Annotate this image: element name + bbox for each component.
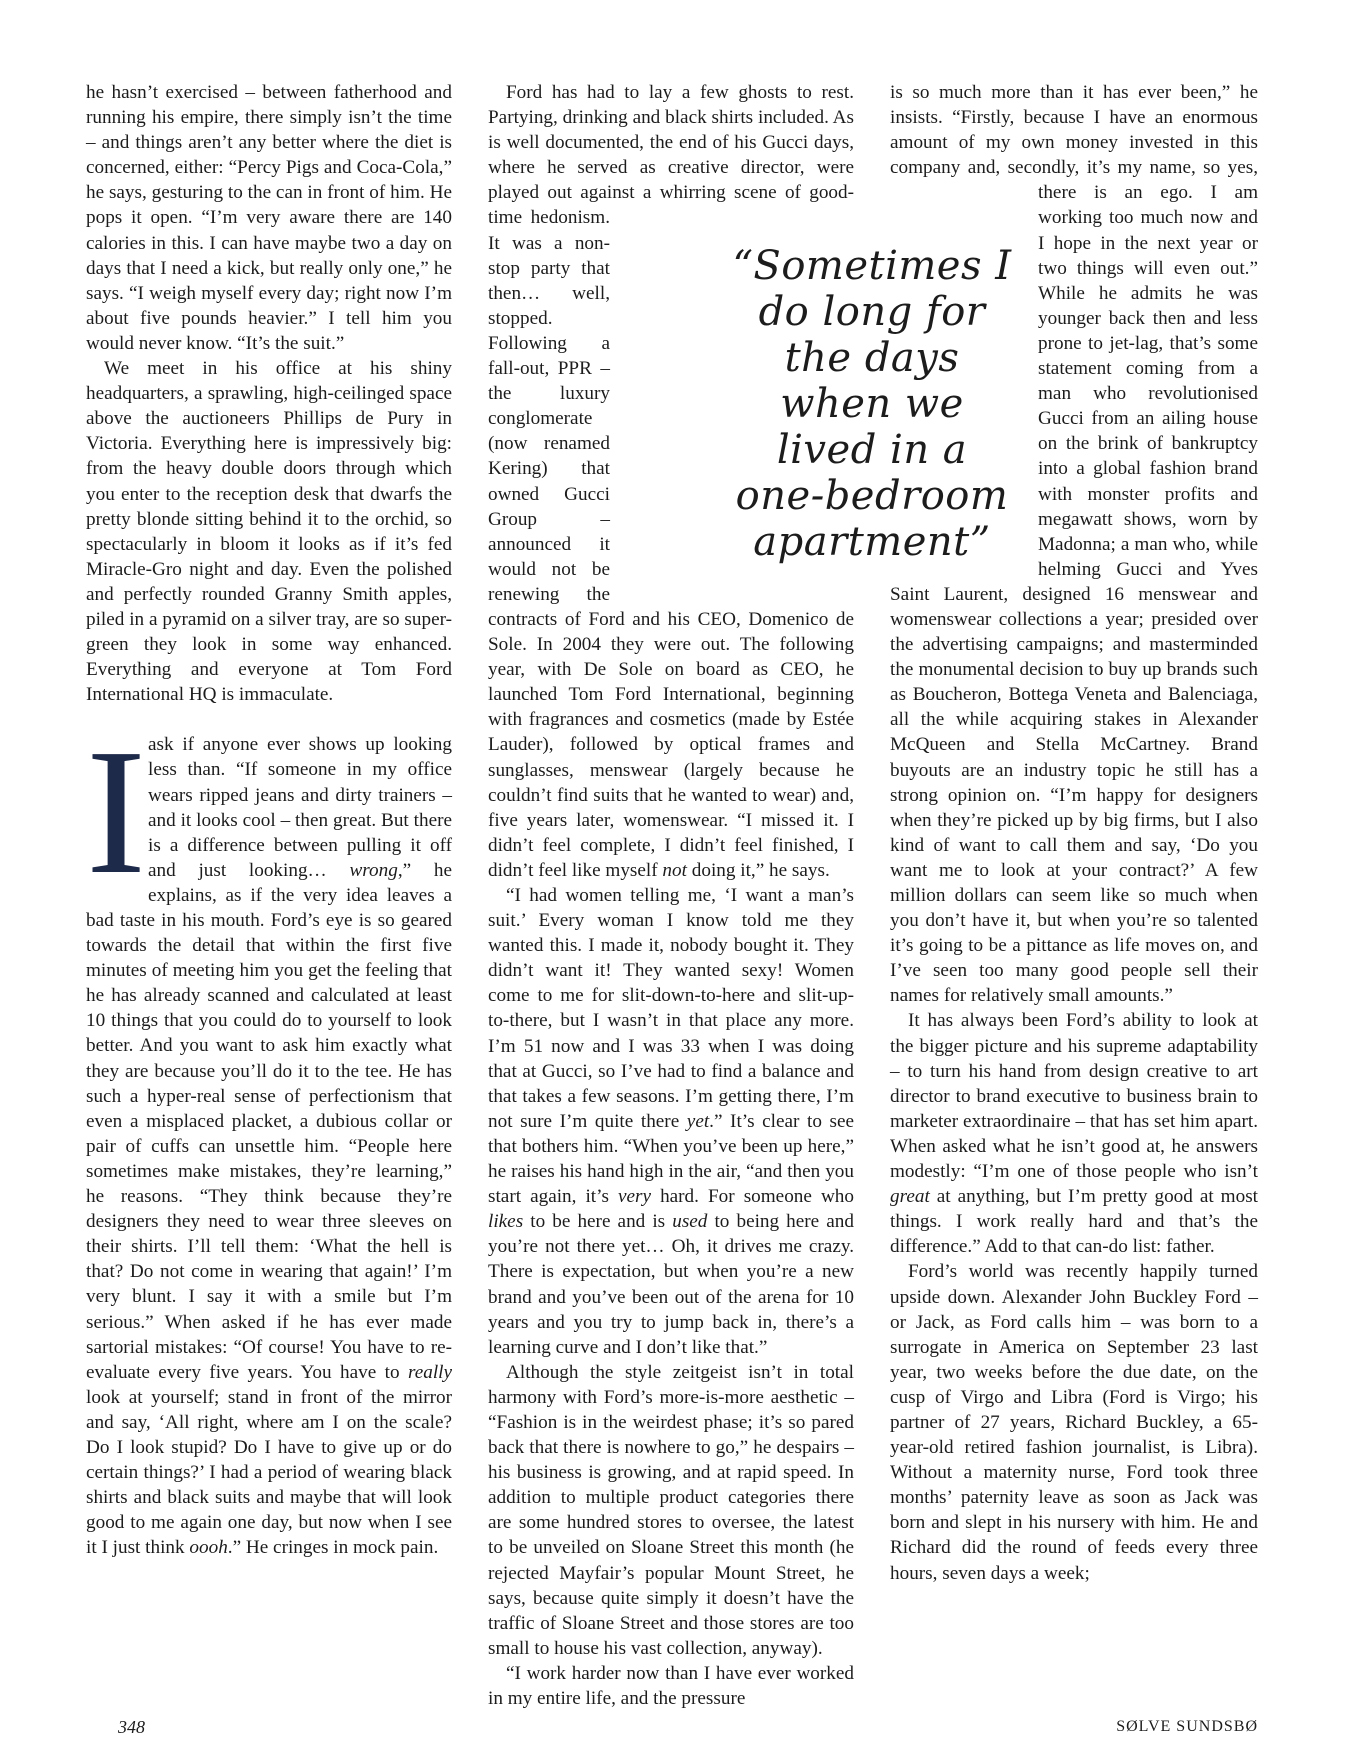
paragraph: It has always been Ford’s ability to look at the bigger picture and his supreme adaptability – to turn his hand from design creative to art director to brand executive to business brain to marketer extraordinaire – that has set him apart. When asked what he isn’t good at, he answers modestly: “I’m one of those people who isn’t great at anything, but I’m pretty good at most things. I work really hard and that’s the difference.” Add to that can-do list: father. xyxy=(890,1010,1258,1258)
photo-credit: SØLVE SUNDSBØ xyxy=(1116,1718,1258,1735)
paragraph: is so much more than it has ever been,” he insists. “Firstly, because I have an enormous amount of my own money invested in this company and, secondly, it’s my name, so yes, there is an ego. I am working too much now and I hope in the next year or two things will even out.” While he admits he was younger back then and less prone to jet-lag, that’s some statement coming from a man who revolutionised Gucci from an ailing house on the brink of bankruptcy into a global fashion brand with monster profits and megawatt shows, worn by Madonna; a man who, while helming Gucci and Yves Saint Laurent, designed 16 menswear and womenswear collections a year; presided over the advertising campaigns; and masterminded the monumental decision to buy up brands such as Boucheron, Bottega Veneta and Balenciaga, all the while acquiring stakes in Alexander McQueen and Stella McCartney. Brand buyouts are an industry topic he still has a strong opinion on. “I’m happy for designers when they’re picked up by big firms, but I also kind of want to call them and say, ‘Do you want me to look at your contract?’ A few million dollars can seem like so much when you don’t have it, but when you’re so talented it’s going to be a pittance as life moves on, and I’ve seen too many good people sell their names for relatively small amounts.” xyxy=(890,82,1258,1007)
paragraph: he hasn’t exercised – between fatherhood and running his empire, there simply isn’t the time – and things aren’t any better where the diet is concerned, either: “Percy Pigs and Coca-Cola,” he says, gesturing to the can in front of him. He pops it open. “I’m very aware there are 140 calories in this. I can have maybe two a day on days that I need a kick, but really only one,” he says. “I weigh myself every day; right now I’m about five pounds heavier.” I tell him you would never know. “It’s the suit.” xyxy=(86,82,452,354)
pull-quote: “Sometimes I do long for the days when we lived in a one-bedroom apartment” xyxy=(732,243,1012,565)
paragraph: “I work harder now than I have ever worked in my entire life, and the pressure xyxy=(488,1662,854,1709)
paragraph: “I had women telling me, ‘I want a man’s suit.’ Every woman I know told me they wanted this. I made it, nobody bought it. They didn’t want it! They wanted sexy! Women come to me for slit-down-to-here and slit-up-to-there, but I wasn’t in that place any more. I’m 51 now and I was 33 when I was doing that at Gucci, so I’ve had to find a balance and that takes a few seasons. I’m getting there, I’m not sure I’m quite there yet.” It’s clear to see that bothers him. “When you’ve been up here,” he raises his hand high in the air, “and then you start again, it’s very hard. For someone who likes to be here and is used to being here and you’re not there yet… Oh, it drives me crazy. There is expectation, but when you’re a new brand and you’ve been out of the arena for 10 years and you try to jump back in, there’s a learning curve and I don’t like that.” xyxy=(488,885,855,1358)
paragraph: Ford’s world was recently happily turned upside down. Alexander John Buckley Ford – or Jack, as Ford calls him – was born to a surrogate in America on September 23 last year, two weeks before the due date, on the cusp of Virgo and Libra (Ford is Virgo; his partner of 27 years, Richard Buckley, a 65-year-old retired fashion journalist, is Libra). Without a maternity nurse, Ford took three months’ paternity leave as soon as Jack was born and slept in his nursery with him. He and Richard did the round of feeds every three hours, seven days a week; xyxy=(890,1261,1258,1584)
paragraph: Although the style zeitgeist isn’t in total harmony with Ford’s more-is-more aesthetic – “Fashion is in the weirdest phase; it’s so pared back that there is nowhere to go,” he despairs – his business is growing, and at rapid speed. In addition to multiple product categories there are some hundred stores to oversee, the latest to be unveiled on Sloane Street this month (he rejected Mayfair’s popular Mount Street, he says, because quite simply it doesn’t have the traffic of Sloane Street and those stores are too small to house his vast collection, anyway). xyxy=(488,1361,854,1659)
paragraph: We meet in his office at his shiny headquarters, a sprawling, high-ceilinged space above the auctioneers Phillips de Pury in Victoria. Everything here is impressively big: from the heavy double doors through which you enter to the reception desk that dwarfs the pretty blonde sitting behind it to the orchid, so spectacularly in bloom it looks as if it’s fed Miracle-Gro night and day. Even the polished and perfectly rounded Granny Smith apples, piled in a pyramid on a silver tray, are so super-green they look in some way enhanced. Everything and everyone at Tom Ford International HQ is immaculate. xyxy=(86,358,452,706)
page-number: 348 xyxy=(118,1717,145,1737)
drop-cap: I xyxy=(86,712,146,912)
paragraph-with-dropcap: Iask if anyone ever shows up looking less than. “If someone in my office wears ripped jeans and dirty trainers – and it looks cool – then great. But there is a difference between pulling it off and just looking… wrong,” he explains, as if the very idea leaves a bad taste in his mouth. Ford’s eye is so geared towards the detail that within the first five minutes of meeting him you get the feeling that he has already scanned and calculated at least 10 things that you could do to yourself to look better. And you want to ask him exactly what they are because you’ll do it to the tee. He has such a hyper-real sense of perfectionism that even a misplaced placket, a dubious collar or pair of cuffs can unsettle him. “People here sometimes make mistakes, they’re learning,” he reasons. “They think because they’re designers they need to wear three sleeves on their shirts. I’ll tell them: ‘What the hell is that? Do not come in wearing that again!’ I’m very blunt. I say it with a smile but I’m serious.” When asked if he has ever made sartorial mistakes: “Of course! You have to re-evaluate every five years. You have to really look at yourself; stand in front of the mirror and say, ‘All right, where am I on the scale? Do I look stupid? Do I have to give up or do certain things?’ I had a period of wearing black shirts and black suits and maybe that will look good to me again one day, but now when I see it I just think oooh.” He cringes in mock pain. xyxy=(86,712,452,1559)
paragraph: Ford has had to lay a few ghosts to rest. Partying, drinking and black shirts included. As is well documented, the end of his Gucci days, where he served as creative director, were played out against a whirring scene of good-time hedonism. It was a non-stop party that then… well, stopped. Following a fall-out, PPR – the luxury conglomerate (now renamed Kering) that owned Gucci Group – announced it would not be renewing the contracts of Ford and his CEO, Domenico de Sole. In 2004 they were out. The following year, with De Sole on board as CEO, he launched Tom Ford International, beginning with fragrances and cosmetics (made by Estée Lauder), followed by optical frames and sunglasses, menswear (largely because he couldn’t find suits that he wanted to wear) and, five years later, womenswear. “I missed it. I didn’t feel complete, I didn’t feel finished, I didn’t feel like myself not doing it,” he says. xyxy=(488,82,854,881)
article-column-1 xyxy=(86,80,452,1560)
